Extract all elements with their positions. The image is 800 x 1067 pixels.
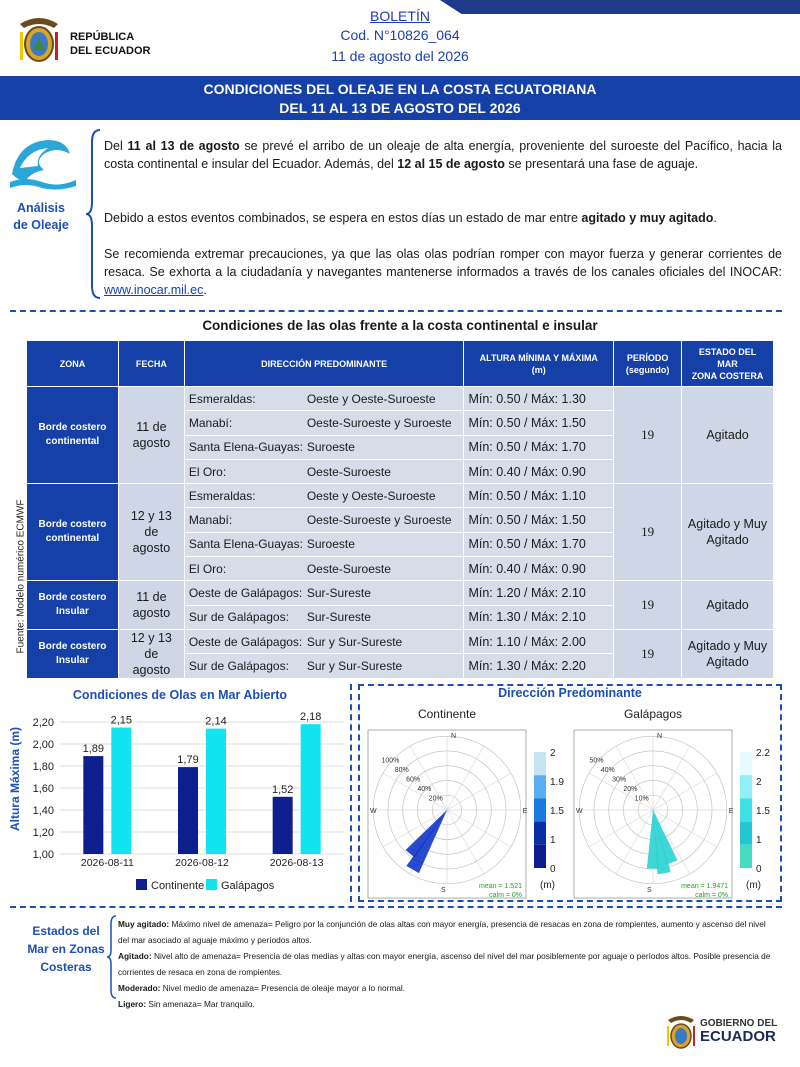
state-cell: Agitado	[682, 387, 774, 484]
date-cell: 11 de agosto	[118, 581, 184, 630]
table-row	[27, 581, 774, 605]
colorbar-label: 2.2	[756, 748, 770, 759]
header-zona: ZONA	[27, 341, 119, 387]
footer-coat-icon	[664, 1012, 698, 1052]
rose-panel-title: Continente	[417, 707, 477, 721]
colorbar-label: 1.9	[550, 777, 564, 788]
compass-label: E	[522, 808, 528, 815]
republic-line1: REPÚBLICA	[70, 31, 135, 43]
bar-chart	[26, 708, 346, 898]
section-divider-2	[10, 906, 782, 908]
state-definition: Ligero: Sin amenaza= Mar tranquilo.	[118, 999, 255, 1009]
rose-panel-title: Galápagos	[623, 707, 683, 721]
period-cell: 19	[614, 629, 682, 678]
analysis-paragraph-2: Debido a estos eventos combinados, se espera en estos días un estado de mar entre agitado y muy agitado.	[104, 211, 717, 225]
period-cell: 19	[614, 581, 682, 630]
table-row	[27, 629, 774, 654]
x-tick-label: 2026-08-12	[175, 857, 229, 869]
date-cell: 12 y 13 de agosto	[118, 484, 184, 581]
header-fecha: FECHA	[118, 341, 184, 387]
wave-conditions-table	[26, 340, 774, 679]
y-tick-label: 1,40	[32, 805, 54, 817]
direction-cell: Esmeraldas: Oeste y Oeste-Suroeste	[184, 387, 464, 411]
colorbar-unit: (m)	[540, 880, 555, 891]
table-row	[27, 484, 774, 508]
footer-gob2: ECUADOR	[700, 1028, 776, 1045]
analysis-paragraph-1: Del 11 al 13 de agosto se prevé el arribo de un oleaje de alta energía, proveniente del suroeste del Pacífico, hacia la costa continental e insular del Ecuador. Además, del 12 al 15 de agosto se presentará una fase de aguaje.	[104, 139, 782, 171]
rose-ring-label: 50%	[589, 757, 604, 765]
bar	[83, 756, 103, 854]
inocar-link[interactable]: www.inocar.mil.ec	[104, 283, 204, 297]
colorbar-label: 0	[550, 864, 556, 875]
direction-cell: Santa Elena-Guayas: Suroeste	[184, 435, 464, 459]
bar-chart-title: Condiciones de Olas en Mar Abierto	[72, 688, 288, 702]
state-definition: Muy agitado: Máximo nivel de amenaza= Peligro por la conjunción de olas altas con mayor energía, presencia de resacas en zona de rompientes, aumento y ascenso del nivel del mar asociado al aguaje máximo y períodos altos.	[118, 919, 766, 945]
compass-label: S	[647, 886, 652, 894]
rose-charts	[360, 702, 780, 900]
colorbar-label: 1.5	[550, 806, 564, 817]
coat-of-arms-logo	[14, 12, 64, 68]
rose-ring-label: 40%	[600, 767, 615, 775]
y-tick-label: 1,80	[32, 761, 54, 773]
y-tick-label: 1,20	[32, 827, 54, 839]
rose-mean: mean = 1.521	[478, 883, 522, 890]
analysis-label-line2: de Oleaje	[13, 218, 69, 232]
rose-calm: calm = 0%	[695, 892, 728, 899]
bar-chart-ylabel: Altura Máxima (m)	[8, 726, 22, 832]
height-cell: Mín: 1.20 / Máx: 2.10	[464, 581, 614, 605]
rose-ring-label: 40%	[417, 786, 432, 794]
y-tick-label: 2,20	[32, 717, 54, 729]
zone-cell: Borde costero Insular	[27, 581, 119, 630]
rose-ring-label: 60%	[406, 776, 421, 784]
colorbar-segment	[740, 798, 752, 821]
legend-label: Galápagos	[221, 880, 275, 892]
colorbar-segment	[740, 752, 752, 775]
date-cell: 11 de agosto	[118, 387, 184, 484]
colorbar-segment	[534, 845, 546, 868]
rose-ring-label: 100%	[381, 757, 400, 765]
direction-cell: Santa Elena-Guayas: Suroeste	[184, 532, 464, 556]
state-cell: Agitado y Muy Agitado	[682, 484, 774, 581]
bar-value-label: 1,89	[82, 743, 105, 756]
height-cell: Mín: 0.50 / Máx: 1.50	[464, 411, 614, 435]
direction-cell: El Oro: Oeste-Suroeste	[184, 459, 464, 483]
zone-cell: Borde costero Insular	[27, 629, 119, 678]
states-list	[118, 916, 778, 1012]
rose-ring-label: 20%	[428, 795, 443, 803]
bar-value-label: 2,15	[110, 714, 133, 727]
analysis-label-line1: Análisis	[17, 201, 65, 215]
colorbar-unit: (m)	[746, 880, 761, 891]
colorbar-segment	[740, 845, 752, 868]
bar	[273, 797, 293, 854]
height-cell: Mín: 1.10 / Máx: 2.00	[464, 629, 614, 654]
direction-cell: Sur de Galápagos: Sur-Sureste	[184, 605, 464, 629]
height-cell: Mín: 0.50 / Máx: 1.10	[464, 484, 614, 508]
bar	[206, 729, 226, 854]
colorbar-segment	[534, 822, 546, 845]
republic-name	[70, 30, 150, 58]
bulletin-code: Cod. N°10826_064	[340, 27, 460, 43]
height-cell: Mín: 0.50 / Máx: 1.50	[464, 508, 614, 532]
colorbar-label: 2	[550, 748, 556, 759]
direction-cell: Oeste de Galápagos: Sur y Sur-Sureste	[184, 629, 464, 654]
height-cell: Mín: 0.40 / Máx: 0.90	[464, 459, 614, 483]
government-logo	[664, 1012, 784, 1052]
header-direccion: DIRECCIÓN PREDOMINANTE	[184, 341, 464, 387]
bar-value-label: 2,14	[205, 715, 227, 728]
compass-label: E	[728, 808, 734, 815]
height-cell: Mín: 0.40 / Máx: 0.90	[464, 557, 614, 581]
colorbar-label: 1	[756, 835, 762, 846]
wave-icon	[8, 132, 78, 192]
state-definition: Moderado: Nivel medio de amenaza= Presencia de oleaje mayor a lo normal.	[118, 983, 406, 993]
direction-cell: Oeste de Galápagos: Sur-Sureste	[184, 581, 464, 605]
height-cell: Mín: 1.30 / Máx: 2.10	[464, 605, 614, 629]
analysis-label	[6, 200, 76, 234]
height-cell: Mín: 0.50 / Máx: 1.70	[464, 532, 614, 556]
bar-value-label: 2,18	[299, 711, 322, 724]
states-brace	[106, 914, 118, 1000]
compass-label: S	[441, 886, 446, 894]
bar-value-label: 1,79	[177, 754, 199, 767]
colorbar-segment	[534, 775, 546, 798]
bar	[301, 724, 321, 854]
colorbar-segment	[534, 752, 546, 775]
zone-cell: Borde costero continental	[27, 387, 119, 484]
bar-value-label: 1,52	[271, 783, 294, 796]
colorbar-label: 0	[756, 864, 762, 875]
colorbar-segment	[740, 775, 752, 798]
header-periodo: PERÍODO (segundo)	[614, 341, 682, 387]
compass-label: W	[370, 808, 377, 815]
legend-swatch	[136, 879, 147, 890]
x-tick-label: 2026-08-11	[80, 857, 134, 869]
colorbar-label: 2	[756, 777, 762, 788]
colorbar-segment	[534, 798, 546, 821]
table-row	[27, 387, 774, 411]
footer-gob1: GOBIERNO DEL	[700, 1018, 778, 1029]
compass-label: W	[576, 808, 583, 815]
state-cell: Agitado y Muy Agitado	[682, 629, 774, 678]
colorbar-segment	[740, 822, 752, 845]
rose-ring-label: 30%	[612, 776, 627, 784]
state-definition: Agitado: Nivel alto de amenaza= Presencia de olas medias y altas con mayor energía, ascenso del nivel del mar posiblemente por aguaje o períodos altos. Posible presencia de corrientes de resaca en zona de rompientes.	[118, 951, 771, 977]
state-cell: Agitado	[682, 581, 774, 630]
bulletin-date: 11 de agosto del 2026	[331, 48, 469, 64]
table-title: Condiciones de las olas frente a la costa continental e insular	[202, 318, 598, 333]
height-cell: Mín: 1.30 / Máx: 2.20	[464, 654, 614, 679]
x-tick-label: 2026-08-13	[269, 857, 324, 869]
rose-chart-title: Dirección Predominante	[498, 686, 642, 700]
states-title: Estados del Mar en Zonas Costeras	[27, 924, 105, 974]
analysis-paragraph-3: Se recomienda extremar precauciones, ya que las olas olas podrían romper con mayor fuerza y generar corrientes de resaca. Se exhorta a la ciudadanía y navegantes mantenerse informados a través de los canales oficiales del INOCAR: www.inocar.mil.ec.	[104, 247, 782, 297]
period-cell: 19	[614, 387, 682, 484]
republic-line2: DEL ECUADOR	[70, 45, 151, 57]
compass-label: N	[451, 733, 457, 740]
header-estado: ESTADO DEL MAR ZONA COSTERA	[682, 341, 774, 387]
height-cell: Mín: 0.50 / Máx: 1.30	[464, 387, 614, 411]
rose-calm: calm = 0%	[489, 892, 522, 899]
y-tick-label: 2,00	[32, 739, 54, 751]
rose-ring-label: 80%	[394, 767, 409, 775]
rose-mean: mean = 1.9471	[681, 883, 728, 890]
direction-cell: Manabí: Oeste-Suroeste y Suroeste	[184, 411, 464, 435]
bar	[178, 767, 198, 854]
direction-cell: Esmeraldas: Oeste y Oeste-Suroeste	[184, 484, 464, 508]
direction-cell: Sur de Galápagos: Sur y Sur-Sureste	[184, 654, 464, 679]
rose-ring-label: 10%	[634, 795, 649, 803]
bar	[111, 728, 131, 855]
rose-ring-label: 20%	[623, 786, 638, 794]
source-note: Fuente: Modelo numérico ECMWF	[15, 499, 27, 654]
direction-cell: El Oro: Oeste-Suroeste	[184, 557, 464, 581]
table-header-row	[27, 341, 774, 387]
y-tick-label: 1,60	[32, 783, 54, 795]
title-banner	[0, 76, 800, 120]
legend-label: Continente	[151, 880, 205, 892]
colorbar-label: 1	[550, 835, 556, 846]
zone-cell: Borde costero continental	[27, 484, 119, 581]
banner-line2: DEL 11 AL 13 DE AGOSTO DEL 2026	[279, 100, 521, 116]
header-altura: ALTURA MÍNIMA Y MÁXIMA (m)	[464, 341, 614, 387]
compass-label: N	[657, 733, 663, 740]
left-brace	[84, 128, 104, 300]
height-cell: Mín: 0.50 / Máx: 1.70	[464, 435, 614, 459]
legend-swatch	[206, 879, 217, 890]
banner-line1: CONDICIONES DEL OLEAJE EN LA COSTA ECUATORIANA	[203, 81, 597, 97]
period-cell: 19	[614, 484, 682, 581]
direction-cell: Manabí: Oeste-Suroeste y Suroeste	[184, 508, 464, 532]
bulletin-label: BOLETÍN	[370, 8, 430, 24]
colorbar-label: 1.5	[756, 806, 770, 817]
date-cell: 12 y 13 de agosto	[118, 629, 184, 678]
section-divider	[10, 310, 782, 312]
y-tick-label: 1,00	[32, 849, 54, 861]
